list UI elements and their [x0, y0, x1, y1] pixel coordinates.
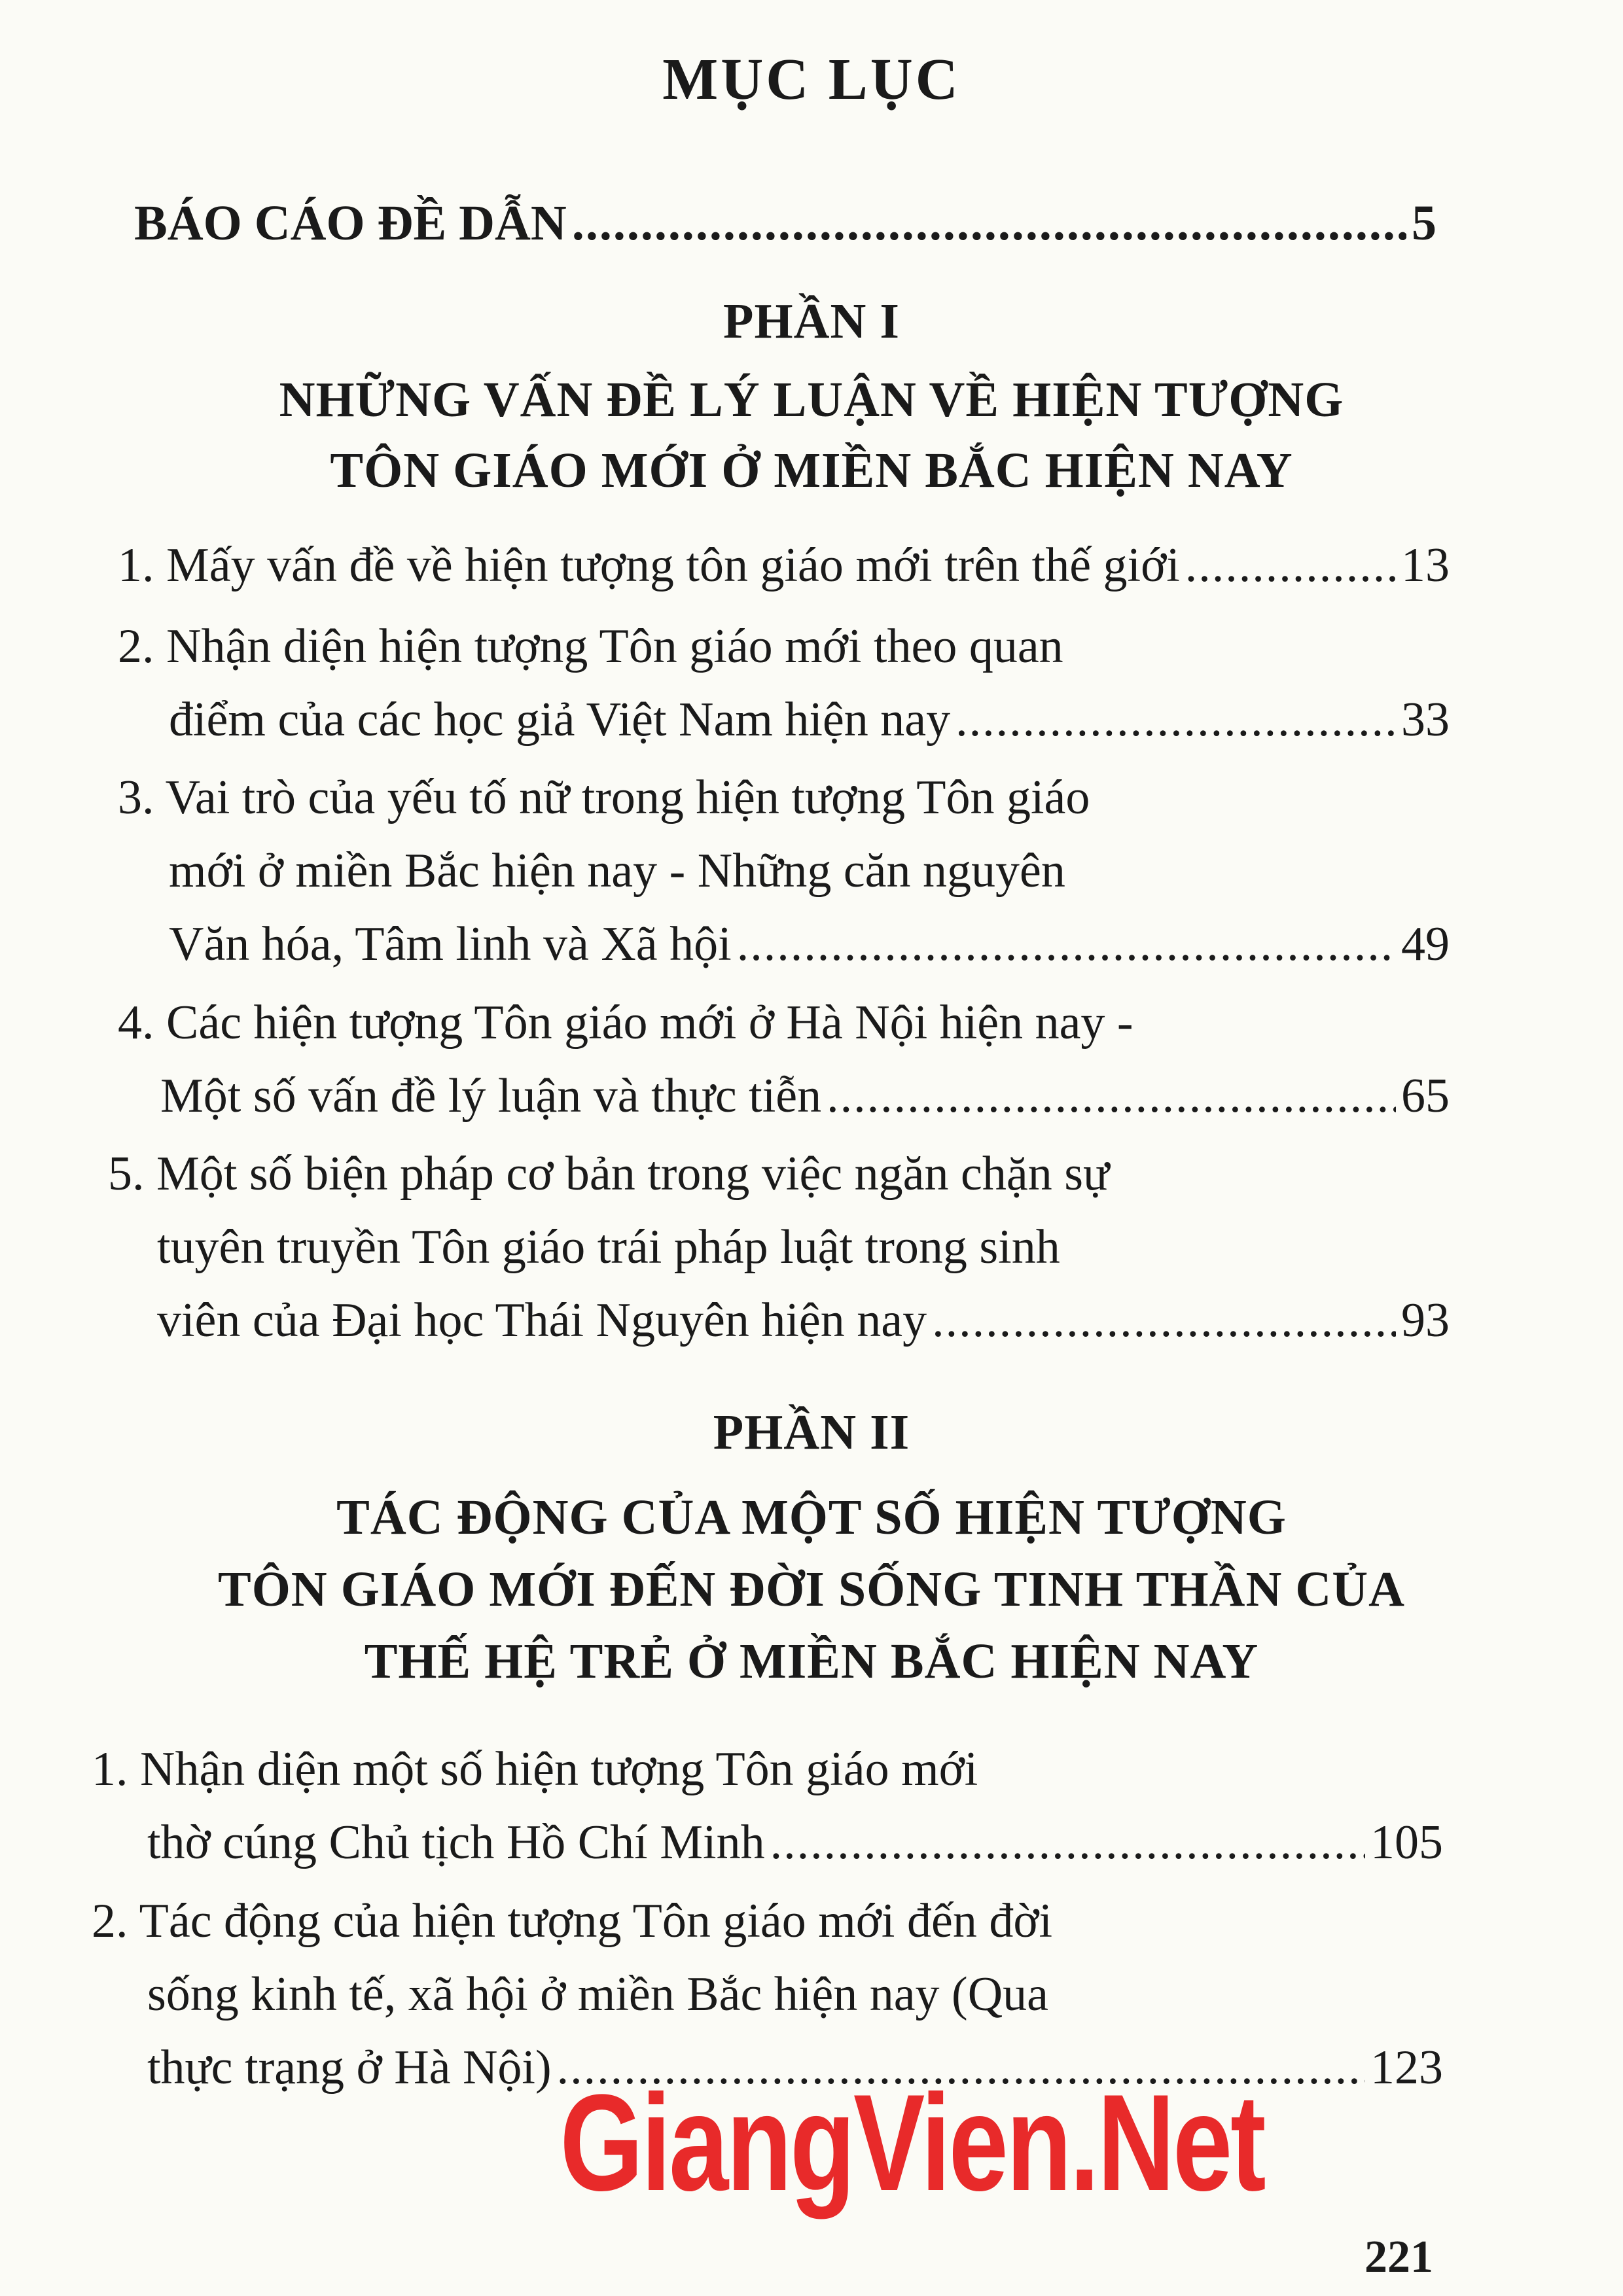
dot-leader — [932, 1284, 1396, 1357]
dot-leader — [955, 683, 1396, 756]
toc-entry-line: 2. Nhận diện hiện tượng Tôn giáo mới theo quan — [118, 620, 1063, 673]
dot-leader — [770, 1806, 1365, 1879]
toc-entry-line: 1. Nhận diện một số hiện tượng Tôn giáo mới — [92, 1742, 978, 1796]
toc-entry-label: BÁO CÁO ĐỀ DẪN — [134, 196, 567, 251]
page-title: MỤC LỤC — [662, 47, 961, 112]
toc-entry-page: 5 — [1412, 196, 1436, 251]
toc-entry-line: điểm của các học giả Việt Nam hiện nay — [169, 693, 951, 747]
toc-entry-page: 13 — [1401, 539, 1450, 592]
toc-entry-line: mới ở miền Bắc hiện nay - Những căn nguyên — [169, 844, 1065, 898]
toc-entry-part1-4[interactable] — [118, 986, 1450, 1133]
toc-entry-page: 33 — [1401, 693, 1450, 747]
part1-title-line-1: NHỮNG VẤN ĐỀ LÝ LUẬN VỀ HIỆN TƯỢNG — [279, 372, 1344, 427]
toc-entry-page: 93 — [1401, 1294, 1450, 1347]
toc-entry-part1-5[interactable] — [108, 1137, 1450, 1357]
toc-entry-line: 4. Các hiện tượng Tôn giáo mới ở Hà Nội hiện nay - — [118, 996, 1133, 1050]
dot-leader — [1185, 529, 1396, 602]
part2-name: PHẦN II — [713, 1405, 910, 1460]
part1-title-line-2: TÔN GIÁO MỚI Ở MIỀN BẮC HIỆN NAY — [330, 443, 1293, 498]
toc-entry-line: thực trạng ở Hà Nội) — [147, 2041, 552, 2094]
toc-entry-page: 65 — [1401, 1069, 1450, 1123]
toc-entry-line: 5. Một số biện pháp cơ bản trong việc ngăn chặn sự — [108, 1147, 1110, 1201]
part2-title-line-2: TÔN GIÁO MỚI ĐẾN ĐỜI SỐNG TINH THẦN CỦA — [218, 1562, 1405, 1617]
toc-entry-part1-2[interactable] — [118, 610, 1450, 756]
toc-entry-part1-1[interactable] — [118, 529, 1450, 602]
toc-entry-line: thờ cúng Chủ tịch Hồ Chí Minh — [147, 1816, 765, 1869]
page-number: 221 — [1364, 2232, 1433, 2282]
part2-title-line-1: TÁC ĐỘNG CỦA MỘT SỐ HIỆN TƯỢNG — [336, 1490, 1287, 1545]
toc-entry-page: 49 — [1401, 917, 1450, 971]
toc-entry-line: sống kinh tế, xã hội ở miền Bắc hiện nay (Qua — [147, 1968, 1048, 2021]
toc-entry-part2-1[interactable] — [92, 1733, 1443, 1879]
toc-entry-page: 123 — [1370, 2041, 1443, 2094]
watermark: GiangVien.Net — [560, 2066, 1264, 2219]
part2-title-line-3: THẾ HỆ TRẺ Ở MIỀN BẮC HIỆN NAY — [364, 1634, 1259, 1689]
toc-entry-line: Một số vấn đề lý luận và thực tiễn — [160, 1069, 822, 1123]
toc-entry-line: 3. Vai trò của yếu tố nữ trong hiện tượng Tôn giáo — [118, 771, 1090, 824]
toc-entry-line: viên của Đại học Thái Nguyên hiện nay — [157, 1294, 927, 1347]
dot-leader — [572, 186, 1406, 260]
dot-leader — [737, 908, 1396, 981]
part1-name: PHẦN I — [723, 294, 900, 349]
toc-entry-page: 105 — [1370, 1816, 1443, 1869]
toc-entry-part1-3[interactable] — [118, 761, 1450, 981]
toc-entry-line: tuyên truyền Tôn giáo trái pháp luật trong sinh — [157, 1220, 1060, 1274]
toc-entry-intro[interactable] — [134, 186, 1436, 260]
toc-entry-line: 2. Tác động của hiện tượng Tôn giáo mới đến đời — [92, 1894, 1053, 1948]
dot-leader — [827, 1059, 1396, 1133]
toc-entry-line: Văn hóa, Tâm linh và Xã hội — [169, 917, 732, 971]
toc-entry-line: 1. Mấy vấn đề về hiện tượng tôn giáo mới trên thế giới — [118, 539, 1180, 592]
